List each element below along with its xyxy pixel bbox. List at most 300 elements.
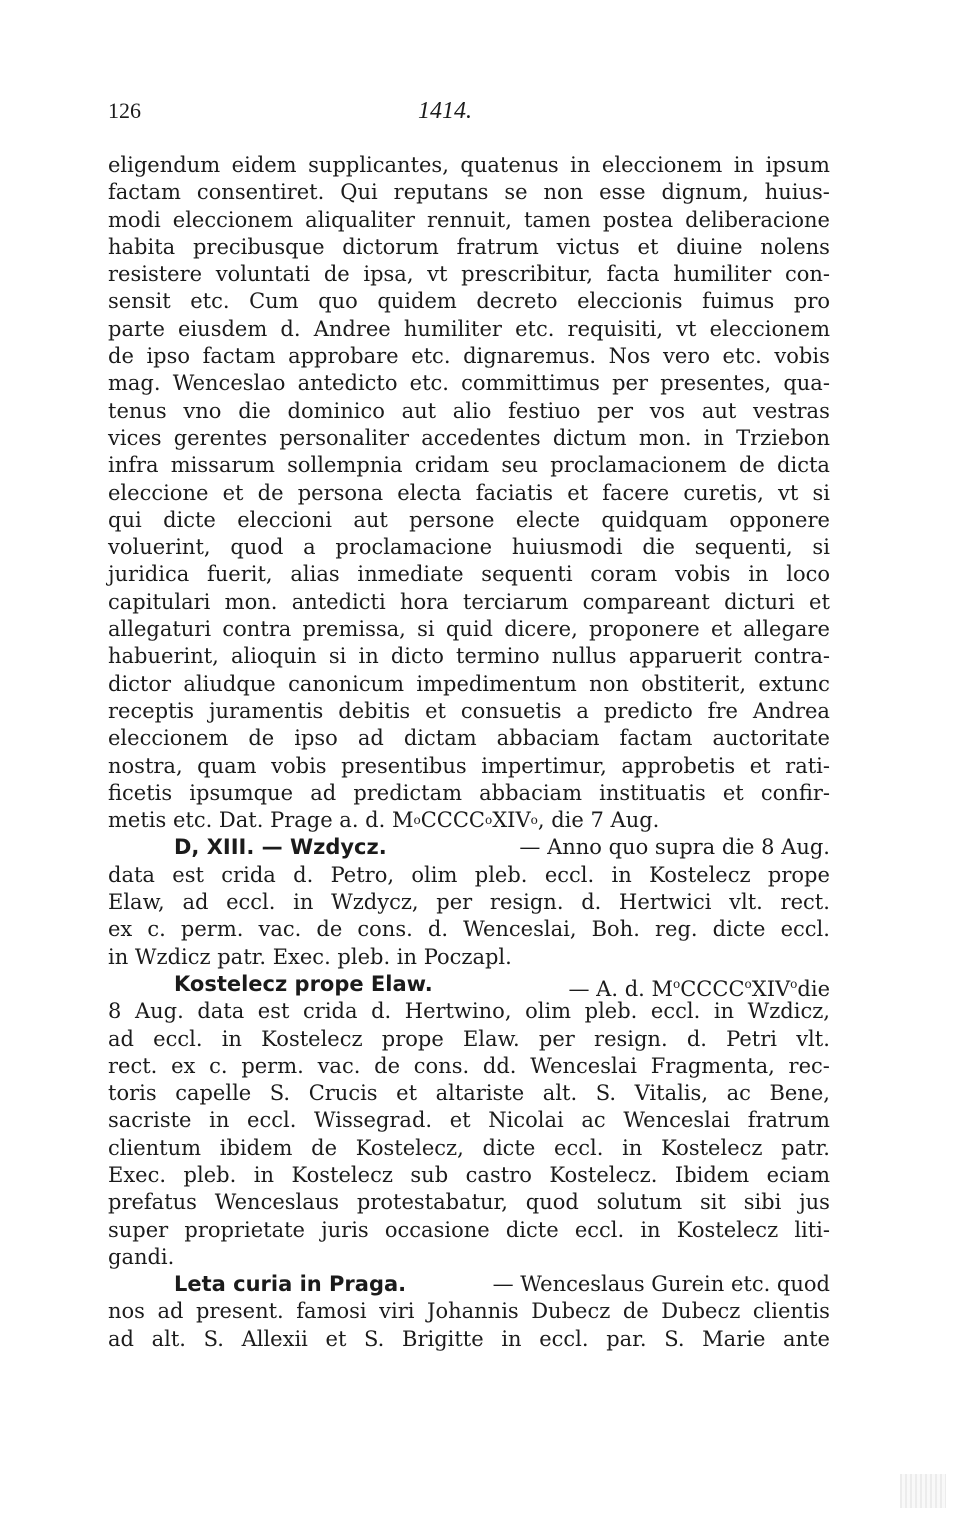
word: gerentes [173,425,268,450]
word: castro [465,1162,532,1187]
word: etc. [411,344,451,369]
word: antedicto [297,371,398,396]
word: non [543,180,584,205]
word: infra [108,453,159,478]
text-line [108,753,830,780]
word: famosi [296,1299,367,1324]
word: pro [793,289,830,314]
word: eccl. [650,999,701,1024]
word: resign. [489,890,564,915]
word: eleccioni [237,507,332,532]
word: eccl. [574,1217,625,1242]
word: personaliter [279,425,410,450]
word: in [253,1162,275,1187]
word: vobis [675,562,731,587]
word: d. [371,999,392,1024]
word: fre [707,698,738,723]
word: capitulari [108,589,211,614]
word: persona [297,480,384,505]
word: ibidem [219,1135,293,1160]
word: in [221,1026,242,1051]
word: ipso [146,344,191,369]
word: Wissegrad. [314,1108,433,1133]
word: dominico [287,398,385,423]
word: juris [321,1217,369,1242]
word: Andree [313,316,391,341]
text-line [108,725,830,752]
word: Qui [340,180,378,205]
word: voluntati [215,262,311,287]
word: sensit [108,289,171,314]
word: tenus [108,398,167,423]
word: Dubecz [661,1299,741,1324]
word: eleccionem [172,207,294,232]
word: et [749,753,771,778]
word: esse [599,180,646,205]
word: apparuerit [628,644,742,669]
word: aut [701,398,737,423]
text-line [108,862,830,889]
word: eleccionis [577,289,683,314]
text-line [108,1135,830,1162]
word: clientis [752,1299,830,1324]
word: Fragmenta, [650,1053,775,1078]
word: in [640,1217,661,1242]
word: olim [411,862,458,887]
word: in [622,1135,643,1160]
word: in [748,562,769,587]
word: prope [767,862,830,887]
word: nullus [551,644,617,669]
word: perm. [241,1053,304,1078]
word: eleccionem [108,726,229,751]
word: habuerint, [108,644,219,669]
word: si [812,480,830,505]
word: receptis [108,698,195,723]
word: de [622,1299,649,1324]
word: 8 [108,999,122,1024]
word: et [222,480,244,505]
text-line [108,671,830,698]
word: vac. [258,917,302,942]
word: et [710,617,732,642]
word: Bene, [769,1081,830,1106]
word: nostra, [108,753,183,778]
word: nolens [760,234,830,259]
word: vobis [774,344,830,369]
word: super [108,1217,169,1242]
word: predicto [603,698,693,723]
word: ex [108,917,133,942]
word: extunc [758,671,830,696]
word: opponere [729,507,830,532]
word: confir- [760,780,830,805]
paragraph-decree [108,152,830,807]
word: eccl. [544,862,595,887]
word: alt. [542,1081,578,1106]
word: hora [399,589,449,614]
word: modi [108,207,161,232]
word: facere [602,480,670,505]
word: ad [310,780,337,805]
word: persone [409,507,495,532]
word: vno [183,398,222,423]
word: obstiterit, [641,671,747,696]
word: dicturi [724,589,795,614]
word: resistere [108,262,203,287]
word: Johannis [427,1299,519,1324]
word: de [311,1135,338,1160]
word: eciam [766,1162,830,1187]
word: rec- [788,1053,830,1078]
word: mon. [638,425,692,450]
word: ipso [294,726,338,751]
word: committimus [461,371,600,396]
word: crida [221,862,276,887]
word: Wzdicz, [747,999,830,1024]
word: ipsumque [189,780,294,805]
word: mag. [108,371,161,396]
word: present. [195,1299,284,1324]
word: et [809,589,830,614]
word: contra [222,617,292,642]
word: et [449,1108,471,1133]
word: presentibus [341,753,467,778]
word: pleb. [474,862,528,887]
text-line [108,780,830,807]
word: dicta [777,453,830,478]
word: dicte [712,917,766,942]
word: premissa, [302,617,406,642]
entry-heading-line: Kostelecz prope Elaw. — A. d. MoCCCCoXIVodie [174,971,830,1001]
text-line [108,234,830,261]
word: aliqualiter [305,207,415,232]
text-line [108,1298,830,1325]
word: alias [290,562,340,587]
word: Nos [608,344,651,369]
text-line [108,916,830,943]
word: altariste [435,1081,525,1106]
word: electa [397,480,462,505]
word: Petri [726,1026,777,1051]
word: alio [452,398,492,423]
word: est [257,999,290,1024]
word: Kostelecz. [549,1162,658,1187]
paragraph-wzdycz [108,862,830,944]
word: Exec. [108,1162,167,1187]
word: die [238,398,271,423]
word: loco [786,562,830,587]
text-line [108,207,830,234]
word: ad [108,1026,134,1051]
word: sequenti, [694,535,793,560]
word: jus [799,1190,830,1215]
word: Aug. [134,999,184,1024]
word: proponere [589,617,700,642]
word: festiuo [508,398,581,423]
word: sacriste [108,1108,192,1133]
word: par. [606,1326,647,1351]
entry-heading-leta-curia: Leta curia in Praga. [174,1272,407,1297]
word: missarum [170,453,275,478]
word: proprietate [184,1217,305,1242]
word: rect. [108,1053,158,1078]
text-line [108,1080,830,1107]
running-head-year: 1414. [418,98,472,124]
word: reputans [393,180,489,205]
word: S. [595,1081,617,1106]
text-line: metis etc. Dat. Prage a. d. M o CCCC o XIV o , die 7 Aug. [108,808,660,833]
word: reg. [654,917,698,942]
word: dicte [482,1135,536,1160]
word: a [576,698,589,723]
paragraph-leta-curia [108,1298,830,1353]
text-line [108,343,830,370]
word: eleccione [108,480,209,505]
word: eccl. [539,1326,589,1351]
word: ex [171,1053,196,1078]
word: Ibidem [674,1162,750,1187]
word: Brigitte [402,1326,484,1351]
word: dictam [403,726,477,751]
text-line [108,1189,830,1216]
word: patr. [781,1135,830,1160]
word: toris [108,1081,157,1106]
word: ante [783,1326,830,1351]
word: dicere, [504,617,578,642]
word: per [436,890,473,915]
word: contra- [753,644,830,669]
scan-artifact [900,1474,946,1508]
word: d. [280,316,301,341]
word: postea [602,207,674,232]
word: Crucis [308,1081,378,1106]
word: factam [619,726,693,751]
word: liti- [794,1217,830,1242]
word: quo [318,289,358,314]
text-line [108,425,830,452]
text-line [108,316,830,343]
word: ad [157,1299,184,1324]
word: coram [590,562,658,587]
word: in [293,890,314,915]
word: Elaw. [462,1026,520,1051]
word: eccl. [554,1135,604,1160]
text-line [108,1107,830,1134]
word: Wenceslai [530,1053,637,1078]
text-line [108,561,830,588]
word: et [567,480,589,505]
word: sit [699,1190,726,1215]
word: dicte [505,1217,559,1242]
word: ac [726,1081,751,1106]
word: etc. [515,316,555,341]
word: pleb. [183,1162,237,1187]
word: factam [202,344,276,369]
word: de [738,453,765,478]
word: Dubecz [531,1299,611,1324]
word: pleb. [584,999,638,1024]
text-line [108,1053,830,1080]
text-line [108,152,830,179]
word: Boh. [591,917,640,942]
word: cridam [414,453,490,478]
text-line [108,179,830,206]
word: aliudque [183,671,276,696]
word: in [570,153,591,177]
word: quatenus [460,153,559,177]
page-header [108,98,828,128]
word: allegare [743,617,830,642]
word: humiliter [403,316,502,341]
word: dicto [390,644,444,669]
word: qua- [783,371,830,396]
word: per [612,371,649,396]
word: Marie [702,1326,766,1351]
word: c. [209,1053,228,1078]
word: voluerint, [108,535,211,560]
word: vices [108,425,162,450]
word: in [703,425,724,450]
text-line [108,452,830,479]
word: Vitalis, [634,1081,708,1106]
word: requisiti, [567,316,664,341]
word: eccl. [247,1108,297,1133]
word: de [248,726,275,751]
word: seu [501,453,539,478]
word: eligendum [108,153,221,177]
word: dicte [163,507,216,532]
word: sibi [743,1190,782,1215]
word: d. [427,917,448,942]
word: precibusque [192,234,325,259]
entry-heading-line: D, XIII. — Wzdycz. — Anno quo supra die 8 Aug. [108,834,830,861]
word: canonicum [288,671,405,696]
word: resign. [594,1026,668,1051]
word: allegaturi [108,617,212,642]
word: data [197,999,245,1024]
word: et [425,698,446,723]
text-line [108,643,830,670]
word: in [209,1108,230,1133]
word: in [713,999,735,1024]
word: est [172,862,204,887]
word: dictor [108,671,172,696]
page-number: 126 [108,98,141,123]
body-text [108,152,830,1353]
word: vlt. [729,890,763,915]
word: Elaw, [108,890,165,915]
word: Petro, [330,862,395,887]
word: fuerit, [207,562,273,587]
text-line [108,1162,830,1189]
word: Kostelecz [261,1026,363,1051]
entry-heading-kostelecz: Kostelecz prope Elaw. [174,971,433,996]
word: die [642,535,675,560]
word: d. [581,890,602,915]
word: eccl. [153,1026,203,1051]
word: deliberacione [685,207,830,232]
text-line [108,534,830,561]
word: consuetis [460,698,562,723]
text-line: gandi. [108,1244,175,1269]
word: eleccionem [709,316,830,341]
word: fratrum [456,234,539,259]
word: quod [230,535,284,560]
text-line [108,589,830,616]
text-line [108,370,830,397]
word: vlt. [796,1026,830,1051]
word: dignum, [661,180,749,205]
word: vobis [271,753,327,778]
word: vt [427,262,448,287]
word: antedicti [291,589,386,614]
word: S. [664,1326,685,1351]
word: alioquin [230,644,317,669]
word: vestras [753,398,830,423]
word: quod [525,1190,579,1215]
word: rect. [780,890,830,915]
word: eidem [231,153,297,177]
word: presentes, [660,371,772,396]
word: Kostelecz [291,1162,393,1187]
word: c. [147,917,166,942]
word: vt [676,316,697,341]
word: con- [784,262,830,287]
word: facta [606,262,660,287]
word: rati- [785,753,830,778]
word: huiusmodi [511,535,623,560]
word: eiusdem [178,316,268,341]
word: dignaremus. [463,344,597,369]
word: abbaciam [479,780,582,805]
word: termino [455,644,540,669]
word: aut [353,507,388,532]
word: supplicantes, [308,153,449,177]
word: parte [108,316,165,341]
word: quid [445,617,493,642]
word: sequenti [481,562,573,587]
word: viri [379,1299,415,1324]
word: quidem [377,289,457,314]
word: de [323,262,350,287]
word: Wenceslao [172,371,286,396]
entry-heading-wzdycz: D, XIII. — Wzdycz. [174,835,387,860]
word: curetis, [683,480,764,505]
word: solutum [596,1190,683,1215]
word: in [501,1326,522,1351]
word: accedentes [421,425,541,450]
text-line [108,616,830,643]
word: si [328,644,347,669]
word: ad [108,1326,134,1351]
word: vos [649,398,686,423]
text-line [108,698,830,725]
word: rennuit, [427,207,512,232]
text-line [108,288,830,315]
word: instituatis [599,780,706,805]
word: et [396,1081,418,1106]
word: Andrea [752,698,830,723]
word: sollempnia [287,453,403,478]
text-line [108,507,830,534]
word: inmediate [357,562,464,587]
word: de [108,344,134,369]
word: factam [108,180,181,205]
word: ac [581,1108,606,1133]
text-line [108,998,830,1025]
word: juramentis [208,698,324,723]
